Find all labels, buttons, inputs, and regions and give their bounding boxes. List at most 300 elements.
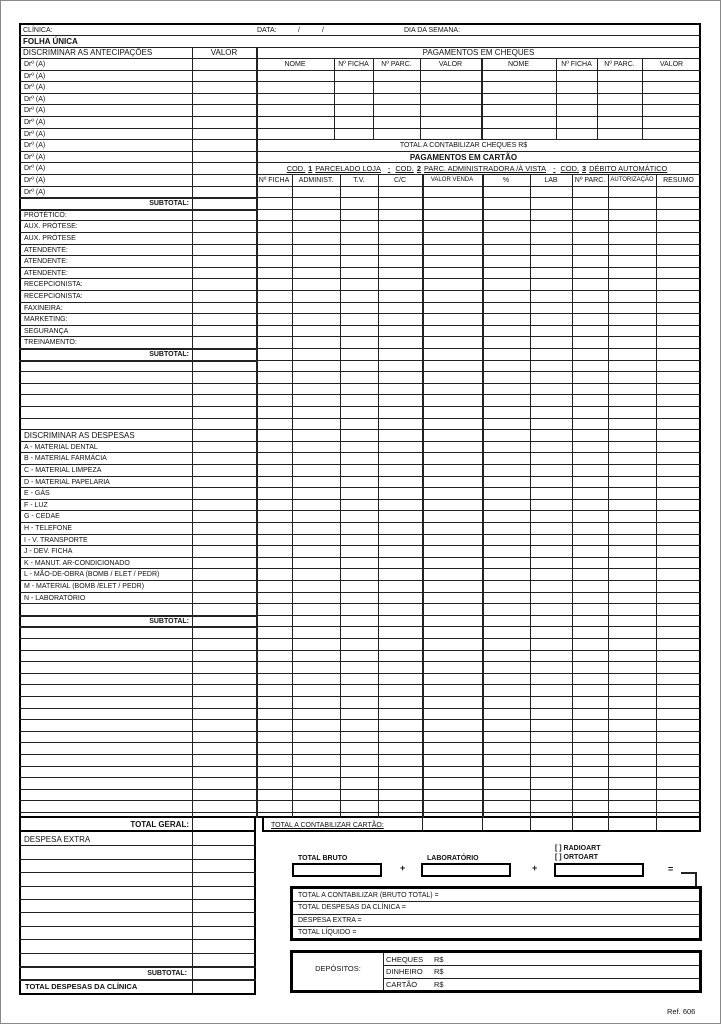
card-entry-input[interactable] [341,569,377,579]
cheque-entry-input[interactable] [421,82,480,92]
card-entry-input[interactable] [657,221,700,231]
card-entry-input[interactable] [531,419,571,429]
card-entry-input[interactable] [341,453,377,463]
card-entry-input[interactable] [657,349,700,359]
card-entry-input[interactable] [609,813,655,817]
card-entry-input[interactable] [531,790,571,800]
card-entry-input[interactable] [657,291,700,301]
card-entry-input[interactable] [531,407,571,417]
card-entry-input[interactable] [573,535,607,545]
card-entry-input[interactable] [531,245,571,255]
cheque-entry-input[interactable] [557,82,596,92]
card-entry-input[interactable] [657,430,700,440]
card-entry-input[interactable] [609,279,655,289]
card-entry-input[interactable] [341,801,377,811]
card-total-input[interactable] [483,819,529,829]
card-entry-input[interactable] [657,361,700,371]
card-entry-input[interactable] [423,639,481,649]
card-entry-input[interactable] [423,709,481,719]
card-entry-input[interactable] [423,732,481,742]
staff-value-input[interactable] [193,326,255,336]
card-entry-input[interactable] [531,593,571,603]
card-entry-input[interactable] [657,569,700,579]
card-entry-input[interactable] [293,442,339,452]
card-entry-input[interactable] [379,604,421,614]
card-entry-input[interactable] [483,813,529,817]
card-entry-input[interactable] [657,558,700,568]
card-entry-input[interactable] [657,303,700,313]
card-entry-input[interactable] [423,465,481,475]
total-geral-input[interactable] [193,819,255,829]
advance-value-input[interactable] [193,129,255,139]
cheque-entry-input[interactable] [335,129,372,139]
card-entry-input[interactable] [531,256,571,266]
card-entry-input[interactable] [423,720,481,730]
card-entry-input[interactable] [423,453,481,463]
card-entry-input[interactable] [293,279,339,289]
card-entry-input[interactable] [293,198,339,208]
card-entry-input[interactable] [341,419,377,429]
card-entry-input[interactable] [657,198,700,208]
card-entry-input[interactable] [257,221,291,231]
card-entry-input[interactable] [423,303,481,313]
card-entry-input[interactable] [483,523,529,533]
card-entry-input[interactable] [379,453,421,463]
card-entry-input[interactable] [657,465,700,475]
card-entry-input[interactable] [341,430,377,440]
card-entry-input[interactable] [573,326,607,336]
card-entry-input[interactable] [293,801,339,811]
card-entry-input[interactable] [257,326,291,336]
extra-description-input[interactable] [20,927,191,938]
summary-value-input[interactable] [461,890,697,900]
card-entry-input[interactable] [293,407,339,417]
card-entry-input[interactable] [379,535,421,545]
card-entry-input[interactable] [423,523,481,533]
cheque-entry-input[interactable] [257,71,333,81]
card-entry-input[interactable] [257,569,291,579]
extra-value-input[interactable] [193,846,255,857]
card-entry-input[interactable] [341,616,377,626]
card-entry-input[interactable] [573,790,607,800]
card-entry-input[interactable] [531,279,571,289]
card-entry-input[interactable] [609,685,655,695]
card-entry-input[interactable] [379,546,421,556]
card-entry-input[interactable] [257,743,291,753]
card-entry-input[interactable] [609,732,655,742]
card-entry-input[interactable] [379,801,421,811]
card-entry-input[interactable] [531,767,571,777]
advance-value-input[interactable] [193,59,255,69]
card-entry-input[interactable] [341,361,377,371]
card-entry-input[interactable] [423,210,481,220]
card-entry-input[interactable] [657,581,700,591]
card-entry-input[interactable] [379,465,421,475]
card-entry-input[interactable] [341,639,377,649]
card-entry-input[interactable] [483,674,529,684]
deposit-amount-input[interactable] [451,954,697,964]
card-entry-input[interactable] [379,256,421,266]
card-entry-input[interactable] [341,303,377,313]
extra-subtotal-input[interactable] [193,967,255,978]
card-entry-input[interactable] [483,384,529,394]
card-entry-input[interactable] [293,581,339,591]
extra-description-input[interactable] [20,940,191,951]
card-entry-input[interactable] [657,453,700,463]
card-entry-input[interactable] [341,245,377,255]
card-entry-input[interactable] [483,662,529,672]
card-entry-input[interactable] [609,801,655,811]
card-entry-input[interactable] [423,581,481,591]
cheque-entry-input[interactable] [643,82,700,92]
card-entry-input[interactable] [341,198,377,208]
card-entry-input[interactable] [257,732,291,742]
card-entry-input[interactable] [657,604,700,614]
card-entry-input[interactable] [423,616,481,626]
card-entry-input[interactable] [531,511,571,521]
card-entry-input[interactable] [657,384,700,394]
card-entry-input[interactable] [573,465,607,475]
card-entry-input[interactable] [293,604,339,614]
extra-value-input[interactable] [193,833,255,844]
card-entry-input[interactable] [257,546,291,556]
card-entry-input[interactable] [423,256,481,266]
card-entry-input[interactable] [531,187,571,197]
card-entry-input[interactable] [483,303,529,313]
cheque-entry-input[interactable] [374,105,419,115]
card-entry-input[interactable] [379,720,421,730]
card-entry-input[interactable] [531,198,571,208]
card-entry-input[interactable] [657,500,700,510]
card-entry-input[interactable] [341,627,377,637]
card-entry-input[interactable] [293,569,339,579]
card-entry-input[interactable] [609,430,655,440]
card-entry-input[interactable] [483,395,529,405]
card-entry-input[interactable] [573,674,607,684]
card-entry-input[interactable] [257,198,291,208]
card-entry-input[interactable] [609,221,655,231]
card-entry-input[interactable] [657,523,700,533]
clinic-input[interactable] [61,24,249,34]
card-entry-input[interactable] [379,221,421,231]
card-entry-input[interactable] [293,245,339,255]
cheque-entry-input[interactable] [374,117,419,127]
card-entry-input[interactable] [573,268,607,278]
card-entry-input[interactable] [293,419,339,429]
cheque-entry-input[interactable] [374,82,419,92]
card-entry-input[interactable] [609,581,655,591]
card-entry-input[interactable] [573,778,607,788]
card-entry-input[interactable] [531,361,571,371]
card-entry-input[interactable] [257,314,291,324]
card-entry-input[interactable] [293,511,339,521]
card-entry-input[interactable] [379,767,421,777]
card-entry-input[interactable] [293,500,339,510]
card-entry-input[interactable] [609,743,655,753]
card-entry-input[interactable] [573,616,607,626]
card-entry-input[interactable] [657,732,700,742]
card-entry-input[interactable] [573,488,607,498]
card-entry-input[interactable] [657,755,700,765]
card-entry-input[interactable] [379,755,421,765]
card-entry-input[interactable] [423,221,481,231]
card-entry-input[interactable] [531,546,571,556]
card-entry-input[interactable] [609,314,655,324]
card-entry-input[interactable] [257,245,291,255]
card-entry-input[interactable] [657,801,700,811]
card-entry-input[interactable] [257,801,291,811]
advance-value-input[interactable] [193,71,255,81]
card-entry-input[interactable] [573,709,607,719]
card-entry-input[interactable] [257,256,291,266]
card-entry-input[interactable] [293,430,339,440]
card-entry-input[interactable] [573,801,607,811]
cheque-entry-input[interactable] [257,94,333,104]
card-entry-input[interactable] [657,488,700,498]
card-entry-input[interactable] [379,778,421,788]
card-entry-input[interactable] [573,500,607,510]
card-entry-input[interactable] [423,558,481,568]
card-entry-input[interactable] [609,778,655,788]
card-entry-input[interactable] [531,535,571,545]
card-entry-input[interactable] [379,303,421,313]
card-entry-input[interactable] [293,743,339,753]
card-entry-input[interactable] [483,245,529,255]
card-entry-input[interactable] [257,349,291,359]
card-entry-input[interactable] [483,627,529,637]
card-entry-input[interactable] [657,720,700,730]
card-entry-input[interactable] [609,395,655,405]
card-entry-input[interactable] [379,709,421,719]
cheque-entry-input[interactable] [643,129,700,139]
card-entry-input[interactable] [483,535,529,545]
card-entry-input[interactable] [609,535,655,545]
card-entry-input[interactable] [657,593,700,603]
card-entry-input[interactable] [483,442,529,452]
card-entry-input[interactable] [257,395,291,405]
card-entry-input[interactable] [483,755,529,765]
card-entry-input[interactable] [257,639,291,649]
card-entry-input[interactable] [573,198,607,208]
cheque-entry-input[interactable] [598,129,641,139]
extra-value-input[interactable] [193,927,255,938]
card-entry-input[interactable] [531,326,571,336]
card-entry-input[interactable] [657,790,700,800]
extra-description-input[interactable] [20,954,191,965]
weekday-input[interactable] [471,24,697,34]
card-entry-input[interactable] [293,651,339,661]
card-entry-input[interactable] [293,349,339,359]
card-entry-input[interactable] [423,651,481,661]
card-entry-input[interactable] [257,767,291,777]
card-entry-input[interactable] [531,709,571,719]
card-entry-input[interactable] [423,801,481,811]
card-entry-input[interactable] [483,581,529,591]
card-entry-input[interactable] [657,813,700,817]
card-entry-input[interactable] [483,430,529,440]
card-entry-input[interactable] [483,593,529,603]
card-entry-input[interactable] [293,685,339,695]
extra-description-input[interactable] [20,900,191,911]
staff-value-input[interactable] [193,314,255,324]
card-entry-input[interactable] [423,419,481,429]
expense-value-input[interactable] [193,465,255,475]
card-entry-input[interactable] [609,291,655,301]
card-entry-input[interactable] [293,337,339,347]
card-entry-input[interactable] [293,755,339,765]
card-entry-input[interactable] [257,581,291,591]
ortoart-checkbox[interactable]: [ ] ORTOART [555,854,599,861]
card-entry-input[interactable] [379,523,421,533]
card-entry-input[interactable] [423,627,481,637]
card-entry-input[interactable] [531,384,571,394]
card-entry-input[interactable] [609,674,655,684]
card-entry-input[interactable] [609,500,655,510]
cheque-entry-input[interactable] [557,105,596,115]
card-entry-input[interactable] [531,732,571,742]
card-entry-input[interactable] [379,233,421,243]
card-entry-input[interactable] [573,210,607,220]
card-entry-input[interactable] [379,430,421,440]
card-entry-input[interactable] [483,743,529,753]
card-entry-input[interactable] [257,651,291,661]
card-entry-input[interactable] [341,813,377,817]
card-entry-input[interactable] [257,372,291,382]
card-entry-input[interactable] [423,546,481,556]
card-entry-input[interactable] [423,604,481,614]
card-entry-input[interactable] [531,303,571,313]
card-entry-input[interactable] [257,674,291,684]
card-entry-input[interactable] [379,662,421,672]
card-entry-input[interactable] [657,639,700,649]
card-entry-input[interactable] [609,651,655,661]
card-entry-input[interactable] [379,685,421,695]
card-entry-input[interactable] [573,697,607,707]
card-entry-input[interactable] [293,790,339,800]
advance-value-input[interactable] [193,163,255,173]
card-entry-input[interactable] [257,442,291,452]
cheque-entry-input[interactable] [598,94,641,104]
card-entry-input[interactable] [657,187,700,197]
card-entry-input[interactable] [257,813,291,817]
card-entry-input[interactable] [657,210,700,220]
card-entry-input[interactable] [573,511,607,521]
cheque-entry-input[interactable] [557,94,596,104]
staff-value-input[interactable] [193,337,255,347]
card-entry-input[interactable] [379,198,421,208]
card-entry-input[interactable] [341,581,377,591]
card-entry-input[interactable] [423,245,481,255]
card-entry-input[interactable] [657,395,700,405]
cheque-entry-input[interactable] [482,105,555,115]
card-entry-input[interactable] [423,442,481,452]
card-entry-input[interactable] [423,488,481,498]
card-entry-input[interactable] [483,187,529,197]
extra-value-input[interactable] [193,940,255,951]
card-entry-input[interactable] [293,674,339,684]
card-entry-input[interactable] [483,604,529,614]
card-entry-input[interactable] [531,755,571,765]
advance-value-input[interactable] [193,187,255,197]
card-entry-input[interactable] [531,477,571,487]
card-entry-input[interactable] [341,790,377,800]
card-entry-input[interactable] [531,430,571,440]
card-entry-input[interactable] [341,755,377,765]
card-entry-input[interactable] [531,778,571,788]
staff-value-input[interactable] [193,221,255,231]
card-entry-input[interactable] [341,221,377,231]
expense-value-input[interactable] [193,453,255,463]
card-entry-input[interactable] [657,546,700,556]
card-entry-input[interactable] [531,337,571,347]
card-entry-input[interactable] [379,361,421,371]
card-entry-input[interactable] [341,395,377,405]
card-entry-input[interactable] [341,407,377,417]
card-entry-input[interactable] [609,720,655,730]
card-entry-input[interactable] [573,685,607,695]
card-entry-input[interactable] [293,326,339,336]
card-entry-input[interactable] [531,662,571,672]
card-entry-input[interactable] [657,233,700,243]
card-entry-input[interactable] [341,593,377,603]
card-entry-input[interactable] [483,256,529,266]
card-entry-input[interactable] [531,210,571,220]
card-entry-input[interactable] [257,778,291,788]
advance-value-input[interactable] [193,105,255,115]
card-entry-input[interactable] [609,268,655,278]
card-entry-input[interactable] [423,743,481,753]
card-entry-input[interactable] [379,743,421,753]
card-entry-input[interactable] [341,697,377,707]
cheque-entry-input[interactable] [643,71,700,81]
card-entry-input[interactable] [379,581,421,591]
card-entry-input[interactable] [341,465,377,475]
card-entry-input[interactable] [423,384,481,394]
card-entry-input[interactable] [573,187,607,197]
card-entry-input[interactable] [293,221,339,231]
card-entry-input[interactable] [379,813,421,817]
card-entry-input[interactable] [341,743,377,753]
card-entry-input[interactable] [657,709,700,719]
card-entry-input[interactable] [293,384,339,394]
card-entry-input[interactable] [483,790,529,800]
card-entry-input[interactable] [423,662,481,672]
staff-subtotal-input[interactable] [193,349,255,359]
card-entry-input[interactable] [423,685,481,695]
card-entry-input[interactable] [483,697,529,707]
laboratorio-input[interactable] [421,863,511,877]
card-entry-input[interactable] [483,210,529,220]
card-entry-input[interactable] [423,372,481,382]
card-entry-input[interactable] [293,709,339,719]
card-entry-input[interactable] [293,210,339,220]
card-entry-input[interactable] [379,349,421,359]
card-entry-input[interactable] [293,291,339,301]
card-entry-input[interactable] [573,337,607,347]
card-entry-input[interactable] [609,639,655,649]
card-entry-input[interactable] [531,651,571,661]
card-entry-input[interactable] [609,256,655,266]
card-entry-input[interactable] [423,674,481,684]
card-entry-input[interactable] [531,488,571,498]
card-entry-input[interactable] [379,500,421,510]
card-entry-input[interactable] [609,523,655,533]
extra-description-input[interactable] [20,860,191,871]
date-input[interactable] [281,24,399,34]
card-entry-input[interactable] [293,372,339,382]
card-entry-input[interactable] [609,627,655,637]
card-entry-input[interactable] [423,593,481,603]
